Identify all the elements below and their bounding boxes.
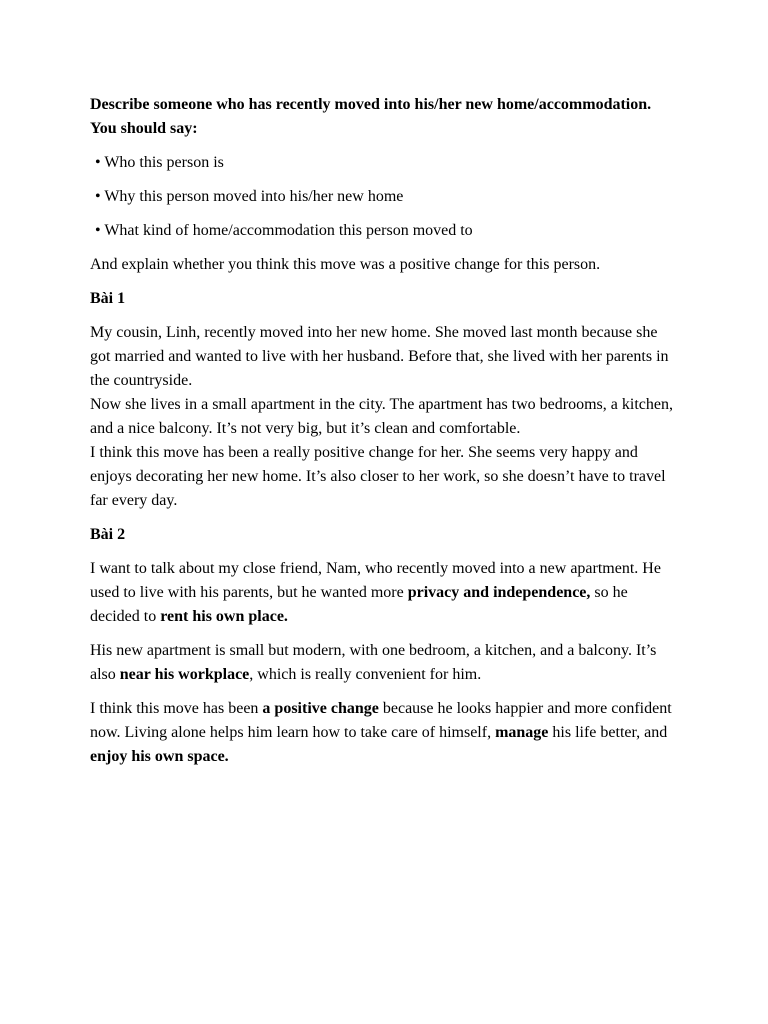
bold-run: privacy and independence, (407, 584, 591, 601)
bold-run: near his workplace (119, 666, 250, 683)
text-run: so he decided to (90, 584, 628, 625)
bai2-paragraph (90, 557, 680, 629)
text-run: , which is really convenient for him. (249, 666, 482, 683)
bai1-paragraph: My cousin, Linh, recently moved into her new home. She moved last month because she got married and wanted to live with her husband. Before that, she lived with her parents in the countryside. (90, 324, 669, 389)
text-run: his life better, and (548, 724, 668, 741)
document-page (90, 93, 680, 779)
text-run: I think this move has been (90, 700, 263, 717)
bai1-paragraph: I think this move has been a really positive change for her. She seems very happy and enjoys decorating her new home. It’s also closer to her work, so she doesn’t have to travel far every day. (90, 444, 666, 509)
bold-run: manage (495, 724, 549, 741)
text-run: I want to talk about my close friend, Nam, who recently moved into a new apartment. He used to live with his parents, but he wanted more (90, 560, 661, 601)
prompt-bullet: • Who this person is (95, 154, 224, 171)
section-heading-bai-1: Bài 1 (90, 290, 126, 307)
bold-run: enjoy his own space. (90, 748, 229, 765)
bai2-paragraph (90, 639, 680, 687)
text-run: because he looks happier and more confident now. Living alone helps him learn how to take care of himself, (90, 700, 672, 741)
bold-run: a positive change (262, 700, 379, 717)
text-run: His new apartment is small but modern, with one bedroom, a kitchen, and a balcony. It’s also (90, 642, 657, 683)
bold-run: rent his own place. (160, 608, 288, 625)
prompt-bullet: • Why this person moved into his/her new home (95, 188, 404, 205)
prompt-bullet: • What kind of home/accommodation this person moved to (95, 222, 473, 239)
bai1-paragraph: Now she lives in a small apartment in the city. The apartment has two bedrooms, a kitchen, and a nice balcony. It’s not very big, but it’s clean and comfortable. (90, 396, 673, 437)
section-heading-bai-2: Bài 2 (90, 526, 126, 543)
prompt-title: Describe someone who has recently moved into his/her new home/accommodation. You should say: (90, 96, 652, 137)
prompt-explain: And explain whether you think this move was a positive change for this person. (90, 256, 601, 273)
bai2-paragraph (90, 697, 680, 769)
